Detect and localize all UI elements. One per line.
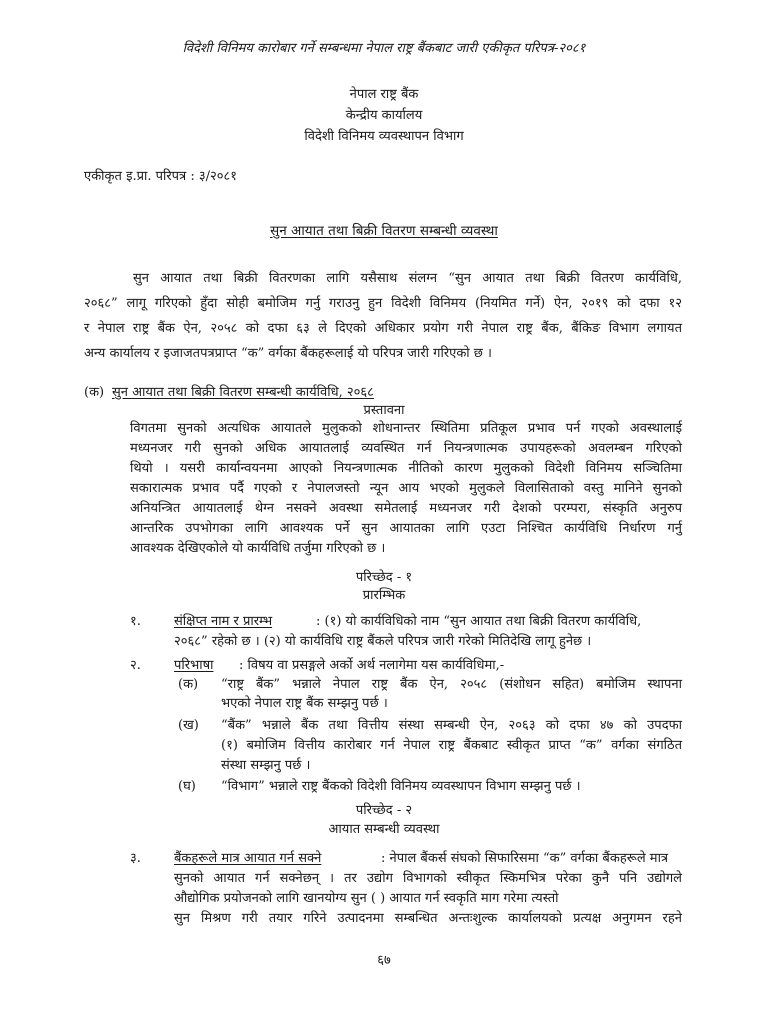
- intro-line: २०६८” लागू गरिएको हुँदा सोही बमोजिम गर्नु गराउनु हुन विदेशी विनिमय (नियमित गर्ने) ऐन, २०१९ को दफा १२: [84, 296, 682, 311]
- clause-text: : (१) यो कार्यविधिको नाम “सुन आयात तथा बिक्री वितरण कार्यविधि,: [316, 614, 642, 629]
- intro-line: सुन आयात तथा बिक्री वितरणका लागि यसैसाथ संलग्न “सुन आयात तथा बिक्री वितरण कार्यविधि,: [133, 271, 682, 286]
- definition-line: (१) बमोजिम वित्तीय कारोबार गर्न नेपाल राष्ट्र बैंकबाट स्वीकृत प्राप्त “क” वर्गका संगठित: [221, 738, 682, 753]
- preamble-line: सकारात्मक प्रभाव पर्दै गएको र नेपालजस्तो न्यून आय भएको मुलुकले विलासिताको वस्तु मानिने सुनको: [130, 481, 682, 496]
- clause-text: : नेपाल बैंकर्स संघको सिफारिसमा “क” वर्गका बैंकहरूले मात्र: [381, 851, 669, 866]
- org-department: विदेशी विनिमय व्यवस्थापन विभाग: [304, 129, 464, 144]
- preamble-line: आवश्यक देखिएकोले यो कार्यविधि तर्जुमा गरिएको छ ।: [130, 541, 386, 556]
- clause-heading: परिभाषा: [174, 658, 214, 673]
- intro-line: अन्य कार्यालय र इजाजतपत्रप्राप्त “क” वर्गका बैंकहरूलाई यो परिपत्र जारी गरिएको छ ।: [84, 346, 492, 361]
- page-number: ६७: [377, 953, 391, 968]
- definition-line: संस्था सम्झनु पर्छ ।: [221, 758, 311, 773]
- preamble-line: मध्यनजर गरी सुनको अधिक आयातलाई व्यवस्थित गर्न नियन्त्रणात्मक उपायहरूको अवलम्बन गरिएको: [130, 441, 682, 456]
- preamble-line: विगतमा सुनको अत्यधिक आयातले मुलुकको शोधनान्तर स्थितिमा प्रतिकूल प्रभाव पर्न गएको अवस्थालाई: [130, 421, 682, 436]
- clause-number: १.: [130, 614, 141, 629]
- clause-text: सुनको आयात गर्न सक्नेछन् । तर उद्योग विभागको स्वीकृत स्किमभित्र परेका कुनै पनि उद्योगले: [174, 871, 682, 886]
- preamble-line: आन्तरिक उपभोगका लागि आवश्यक पर्ने सुन आयातका लागि एउटा निश्चित कार्यविधि निर्धारण गर्नु: [130, 521, 682, 536]
- preamble-line: अनियन्त्रित आयातलाई थेग्न नसक्ने अवस्था समेतलाई मध्यनजर गरी देशको परम्परा, संस्कृति अनुरुप: [130, 501, 682, 516]
- preamble-line: थियो । यसरी कार्यान्वयनमा आएको नियन्त्रणात्मक नीतिको कारण मुलुकको विदेशी विनिमय सञ्चितिमा: [130, 461, 682, 476]
- clause-text: २०६८” रहेको छ । (२) यो कार्यविधि राष्ट्र बैंकले परिपत्र जारी गरेको मितिदेखि लागू हुनेछ ।: [174, 634, 592, 649]
- definition-line: भएको नेपाल राष्ट्र बैंक सम्झनु पर्छ ।: [221, 696, 388, 711]
- definition-line: “विभाग” भन्नाले राष्ट्र बैंकको विदेशी विनिमय व्यवस्थापन विभाग सम्झनु पर्छ ।: [221, 779, 581, 794]
- definition-marker: (घ): [178, 779, 196, 794]
- clause-number: ३.: [130, 851, 141, 866]
- circular-reference: एकीकृत इ.प्रा. परिपत्र : ३/२०८१: [84, 169, 238, 184]
- org-name: नेपाल राष्ट्र बैंक: [349, 87, 419, 102]
- definition-line: “बैंक” भन्नाले बैंक तथा वित्तीय संस्था सम्बन्धी ऐन, २०६३ को दफा ४७ को उपदफा: [221, 718, 682, 733]
- definition-marker: (ख): [178, 718, 199, 733]
- chapter-title: प्रारम्भिक: [362, 588, 406, 603]
- definition-marker: (क): [178, 677, 199, 692]
- clause-heading: संक्षिप्त नाम र प्रारम्भ: [174, 614, 273, 629]
- chapter-label: परिच्छेद - १: [355, 570, 413, 585]
- clause-text: औद्योगिक प्रयोजनको लागि खानयोग्य सुन ( ) आयात गर्न स्वकृति माग गरेमा त्यस्तो: [174, 891, 559, 906]
- chapter-label: परिच्छेद - २: [355, 803, 413, 818]
- definition-line: “राष्ट्र बैंक” भन्नाले नेपाल राष्ट्र बैंक ऐन, २०५८ (संशोधन सहित) बमोजिम स्थापना: [221, 677, 682, 692]
- intro-line: र नेपाल राष्ट्र बैंक ऐन, २०५८ को दफा ६३ ले दिएको अधिकार प्रयोग गरी नेपाल राष्ट्र बैंक, बैंकिङ विभाग लगायत: [84, 321, 682, 336]
- document-title: सुन आयात तथा बिक्री वितरण सम्बन्धी व्यवस्था: [270, 223, 498, 239]
- clause-text: : विषय वा प्रसङ्गले अर्को अर्थ नलागेमा यस कार्यविधिमा,-: [239, 658, 505, 673]
- clause-heading: बैंकहरूले मात्र आयात गर्न सक्ने: [174, 851, 322, 866]
- preamble-label: प्रस्तावना: [363, 403, 405, 418]
- chapter-title: आयात सम्बन्धी व्यवस्था: [328, 822, 440, 837]
- running-header: विदेशी विनिमय कारोबार गर्ने सम्बन्धमा नेपाल राष्ट्र बैंकबाट जारी एकीकृत परिपत्र-२०८१: [182, 41, 586, 56]
- clause-number: २.: [130, 658, 141, 673]
- section-marker: (क): [84, 385, 105, 400]
- org-office: केन्द्रीय कार्यालय: [345, 108, 423, 123]
- section-heading: सुन आयात तथा बिक्री वितरण सम्बन्धी कार्यविधि, २०६८: [112, 385, 374, 400]
- clause-text: सुन मिश्रण गरी तयार गरिने उत्पादनमा सम्बन्धित अन्तःशुल्क कार्यालयको प्रत्यक्ष अनुगमन रहने: [174, 911, 682, 926]
